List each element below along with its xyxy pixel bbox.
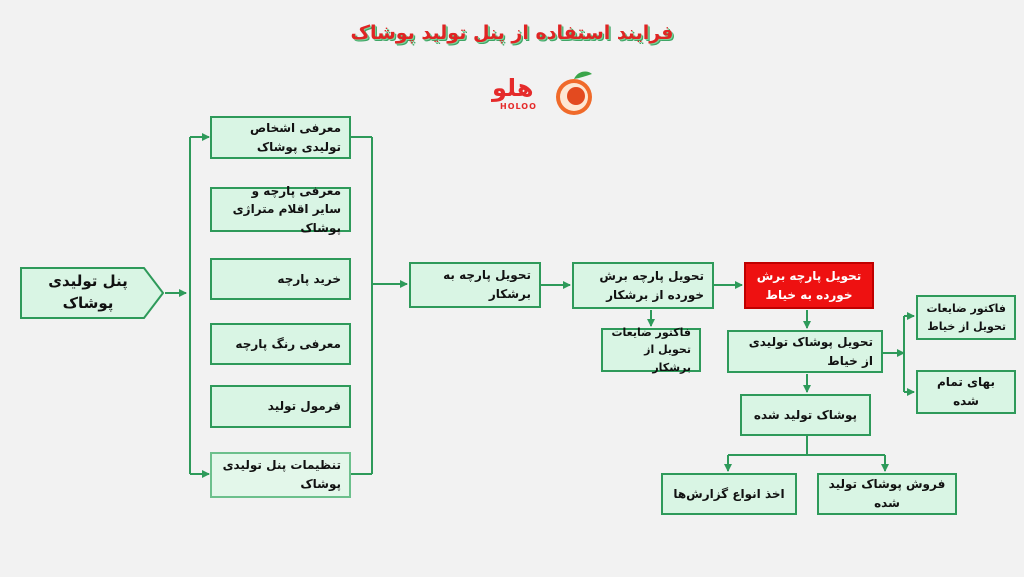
page-title: فرایند استفاده از پنل تولید پوشاک — [350, 22, 674, 44]
node-start-label: پنل تولیدی پوشاک — [48, 272, 128, 312]
node-buy-fabric: خرید پارچه — [210, 258, 351, 300]
node-fabric-items: معرفی پارچه و سایر اقلام متراژی پوشاک — [210, 187, 351, 232]
node-produced: پوشاک تولید شده — [740, 394, 871, 436]
node-deliver-cut-to-tailor: تحویل پارچه برش خورده به خیاط — [744, 262, 874, 309]
node-settings: تنظیمات پنل تولیدی پوشاک — [210, 452, 351, 498]
node-deliver-cut-from-cutter: تحویل پارچه برش خورده از برشکار — [572, 262, 714, 309]
logo-text: هلو — [492, 74, 534, 102]
node-formula: فرمول تولید — [210, 385, 351, 428]
node-persons: معرفی اشخاص تولیدی پوشاک — [210, 116, 351, 159]
node-waste-cutter: فاکتور ضایعات تحویل از برشکار — [601, 328, 701, 372]
logo-sub: HOLOO — [500, 102, 537, 111]
node-deliver-cutter: تحویل پارچه به برشکار — [409, 262, 541, 308]
node-final-cost: بهای تمام شده — [916, 370, 1016, 414]
node-sell: فروش پوشاک تولید شده — [817, 473, 957, 515]
node-reports: اخذ انواع گزارش‌ها — [661, 473, 797, 515]
node-deliver-from-tailor: تحویل پوشاک تولیدی از خیاط — [727, 330, 883, 373]
node-fabric-color: معرفی رنگ پارچه — [210, 323, 351, 365]
holoo-logo — [488, 66, 596, 118]
node-waste-tailor: فاکتور ضایعات تحویل از خیاط — [916, 295, 1016, 340]
node-start — [20, 267, 164, 319]
